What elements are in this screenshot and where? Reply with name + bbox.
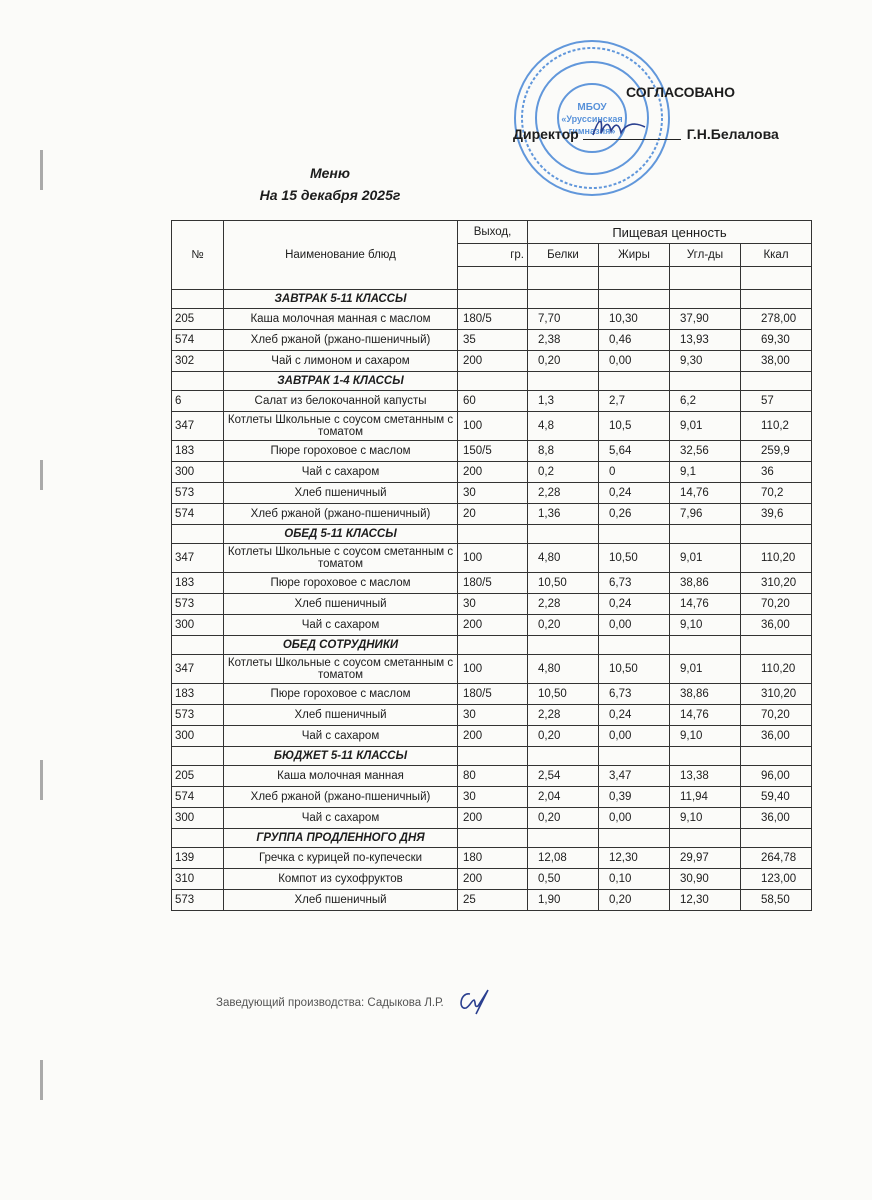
- dish-number: 205: [172, 766, 224, 787]
- footer: [216, 988, 490, 1018]
- dish-protein: 2,54: [528, 766, 599, 787]
- section-title: ОБЕД 5-11 КЛАССЫ: [224, 525, 458, 544]
- dish-kcal: 310,20: [741, 573, 812, 594]
- dish-protein: 0,2: [528, 462, 599, 483]
- dish-kcal: 264,78: [741, 848, 812, 869]
- dish-carbs: 7,96: [670, 504, 741, 525]
- dish-number: 574: [172, 504, 224, 525]
- dish-fat: 0,00: [599, 351, 670, 372]
- dish-kcal: 36: [741, 462, 812, 483]
- dish-number: 347: [172, 412, 224, 441]
- dish-number: 573: [172, 483, 224, 504]
- dish-kcal: 36,00: [741, 726, 812, 747]
- section-title: ЗАВТРАК 1-4 КЛАССЫ: [224, 372, 458, 391]
- dish-fat: 3,47: [599, 766, 670, 787]
- dish-kcal: 278,00: [741, 309, 812, 330]
- signature-field: [583, 125, 681, 140]
- header-kcal: Ккал: [741, 244, 812, 267]
- table-row: [172, 684, 812, 705]
- dish-protein: 0,50: [528, 869, 599, 890]
- dish-protein: 2,28: [528, 705, 599, 726]
- dish-protein: 10,50: [528, 573, 599, 594]
- director-signature-icon: [589, 115, 649, 141]
- header-carbs: Угл-ды: [670, 244, 741, 267]
- dish-fat: 0,24: [599, 483, 670, 504]
- dish-kcal: 70,20: [741, 705, 812, 726]
- dish-yield: 25: [458, 890, 528, 911]
- director-name: Г.Н.Белалова: [686, 126, 779, 142]
- dish-fat: 6,73: [599, 573, 670, 594]
- dish-kcal: 110,20: [741, 544, 812, 573]
- dish-fat: 10,50: [599, 655, 670, 684]
- table-row: [172, 544, 812, 573]
- svg-text:«Уруссинская: «Уруссинская: [561, 114, 623, 124]
- menu-date: На 15 декабря 2025г: [259, 187, 401, 203]
- dish-yield: 30: [458, 787, 528, 808]
- table-row: [172, 441, 812, 462]
- dish-number: 205: [172, 309, 224, 330]
- dish-carbs: 32,56: [670, 441, 741, 462]
- dish-yield: 80: [458, 766, 528, 787]
- dish-protein: 2,04: [528, 787, 599, 808]
- dish-carbs: 13,93: [670, 330, 741, 351]
- table-row: [172, 412, 812, 441]
- dish-carbs: 14,76: [670, 705, 741, 726]
- section-title: ОБЕД СОТРУДНИКИ: [224, 636, 458, 655]
- table-row: [172, 504, 812, 525]
- dish-name: Хлеб пшеничный: [224, 483, 458, 504]
- dish-number: 347: [172, 655, 224, 684]
- header-yield: Выход,: [458, 221, 528, 244]
- dish-yield: 180/5: [458, 684, 528, 705]
- dish-fat: 0,10: [599, 869, 670, 890]
- dish-yield: 20: [458, 504, 528, 525]
- dish-carbs: 11,94: [670, 787, 741, 808]
- dish-yield: 200: [458, 615, 528, 636]
- dish-carbs: 38,86: [670, 573, 741, 594]
- dish-yield: 200: [458, 869, 528, 890]
- dish-number: 302: [172, 351, 224, 372]
- table-row: [172, 351, 812, 372]
- dish-yield: 200: [458, 462, 528, 483]
- dish-carbs: 30,90: [670, 869, 741, 890]
- manager-signature-icon: [454, 988, 490, 1018]
- dish-carbs: 13,38: [670, 766, 741, 787]
- dish-carbs: 9,1: [670, 462, 741, 483]
- table-row: [172, 808, 812, 829]
- table-row: [172, 573, 812, 594]
- svg-text:гимназия»: гимназия»: [568, 126, 616, 136]
- dish-kcal: 96,00: [741, 766, 812, 787]
- menu-title: Меню: [309, 165, 350, 181]
- dish-protein: 1,3: [528, 391, 599, 412]
- dish-yield: 150/5: [458, 441, 528, 462]
- dish-fat: 0,00: [599, 808, 670, 829]
- table-body: [172, 290, 812, 911]
- dish-fat: 10,5: [599, 412, 670, 441]
- table-row: [172, 655, 812, 684]
- dish-number: 347: [172, 544, 224, 573]
- dish-yield: 100: [458, 655, 528, 684]
- header-num: №: [172, 221, 224, 290]
- header-fat: Жиры: [599, 244, 670, 267]
- dish-protein: 4,80: [528, 655, 599, 684]
- dish-fat: 0,00: [599, 726, 670, 747]
- dish-protein: 2,28: [528, 594, 599, 615]
- dish-yield: 180/5: [458, 309, 528, 330]
- dish-kcal: 57: [741, 391, 812, 412]
- dish-protein: 10,50: [528, 684, 599, 705]
- dish-yield: 180/5: [458, 573, 528, 594]
- dish-number: 573: [172, 705, 224, 726]
- scan-mark: [40, 150, 43, 190]
- dish-fat: 0,24: [599, 705, 670, 726]
- table-row: [172, 391, 812, 412]
- dish-name: Пюре гороховое с маслом: [224, 573, 458, 594]
- dish-protein: 4,8: [528, 412, 599, 441]
- dish-name: Пюре гороховое с маслом: [224, 684, 458, 705]
- dish-fat: 12,30: [599, 848, 670, 869]
- section-title: БЮДЖЕТ 5-11 КЛАССЫ: [224, 747, 458, 766]
- dish-name: Гречка с курицей по-купечески: [224, 848, 458, 869]
- dish-fat: 0,26: [599, 504, 670, 525]
- dish-fat: 0,46: [599, 330, 670, 351]
- dish-name: Пюре гороховое с маслом: [224, 441, 458, 462]
- table-row: [172, 726, 812, 747]
- dish-name: Котлеты Школьные с соусом сметанным с томатом: [224, 544, 458, 573]
- dish-protein: 0,20: [528, 726, 599, 747]
- dish-fat: 6,73: [599, 684, 670, 705]
- scan-mark: [40, 1060, 43, 1100]
- dish-number: 574: [172, 330, 224, 351]
- dish-carbs: 9,01: [670, 655, 741, 684]
- dish-name: Чай с лимоном и сахаром: [224, 351, 458, 372]
- section-title: ГРУППА ПРОДЛЕННОГО ДНЯ: [224, 829, 458, 848]
- section-row: [172, 747, 812, 766]
- dish-fat: 10,30: [599, 309, 670, 330]
- dish-carbs: 9,01: [670, 412, 741, 441]
- dish-number: 6: [172, 391, 224, 412]
- dish-fat: 5,64: [599, 441, 670, 462]
- dish-carbs: 9,10: [670, 808, 741, 829]
- dish-kcal: 38,00: [741, 351, 812, 372]
- dish-yield: 60: [458, 391, 528, 412]
- dish-name: Каша молочная манная с маслом: [224, 309, 458, 330]
- dish-fat: 0,00: [599, 615, 670, 636]
- table-row: [172, 787, 812, 808]
- dish-protein: 2,28: [528, 483, 599, 504]
- dish-carbs: 9,30: [670, 351, 741, 372]
- dish-protein: 0,20: [528, 615, 599, 636]
- dish-carbs: 38,86: [670, 684, 741, 705]
- dish-kcal: 310,20: [741, 684, 812, 705]
- table-row: [172, 615, 812, 636]
- svg-text:МБОУ: МБОУ: [577, 102, 607, 113]
- dish-kcal: 36,00: [741, 808, 812, 829]
- table-row: [172, 462, 812, 483]
- section-row: [172, 636, 812, 655]
- dish-yield: 30: [458, 705, 528, 726]
- table-row: [172, 890, 812, 911]
- dish-name: Хлеб пшеничный: [224, 705, 458, 726]
- dish-number: 310: [172, 869, 224, 890]
- dish-carbs: 14,76: [670, 483, 741, 504]
- dish-number: 573: [172, 890, 224, 911]
- dish-fat: 0,20: [599, 890, 670, 911]
- dish-protein: 1,36: [528, 504, 599, 525]
- dish-yield: 35: [458, 330, 528, 351]
- dish-carbs: 6,2: [670, 391, 741, 412]
- dish-number: 183: [172, 573, 224, 594]
- table-row: [172, 766, 812, 787]
- dish-protein: 7,70: [528, 309, 599, 330]
- dish-yield: 100: [458, 544, 528, 573]
- dish-name: Хлеб ржаной (ржано-пшеничный): [224, 330, 458, 351]
- table-row: [172, 330, 812, 351]
- dish-name: Каша молочная манная: [224, 766, 458, 787]
- dish-fat: 0,39: [599, 787, 670, 808]
- dish-name: Хлеб ржаной (ржано-пшеничный): [224, 504, 458, 525]
- section-row: [172, 829, 812, 848]
- dish-name: Котлеты Школьные с соусом сметанным с томатом: [224, 655, 458, 684]
- director-signature-line: [513, 125, 779, 142]
- dish-fat: 10,50: [599, 544, 670, 573]
- dish-name: Чай с сахаром: [224, 462, 458, 483]
- dish-carbs: 9,10: [670, 726, 741, 747]
- dish-kcal: 123,00: [741, 869, 812, 890]
- section-title: ЗАВТРАК 5-11 КЛАССЫ: [224, 290, 458, 309]
- dish-kcal: 59,40: [741, 787, 812, 808]
- scan-mark: [40, 460, 43, 490]
- dish-protein: 8,8: [528, 441, 599, 462]
- dish-name: Чай с сахаром: [224, 615, 458, 636]
- dish-kcal: 36,00: [741, 615, 812, 636]
- dish-protein: 12,08: [528, 848, 599, 869]
- dish-kcal: 70,20: [741, 594, 812, 615]
- dish-number: 183: [172, 684, 224, 705]
- dish-kcal: 58,50: [741, 890, 812, 911]
- dish-name: Хлеб пшеничный: [224, 890, 458, 911]
- dish-name: Чай с сахаром: [224, 726, 458, 747]
- dish-number: 183: [172, 441, 224, 462]
- approval-title: СОГЛАСОВАНО: [626, 84, 735, 100]
- section-row: [172, 525, 812, 544]
- table-row: [172, 869, 812, 890]
- dish-carbs: 9,10: [670, 615, 741, 636]
- dish-name: Компот из сухофруктов: [224, 869, 458, 890]
- header-protein: Белки: [528, 244, 599, 267]
- table-row: [172, 483, 812, 504]
- dish-number: 300: [172, 615, 224, 636]
- dish-number: 573: [172, 594, 224, 615]
- dish-kcal: 69,30: [741, 330, 812, 351]
- dish-kcal: 39,6: [741, 504, 812, 525]
- dish-fat: 2,7: [599, 391, 670, 412]
- production-manager-signature: Заведующий производства: Садыкова Л.Р.: [216, 997, 444, 1009]
- dish-name: Хлеб пшеничный: [224, 594, 458, 615]
- dish-number: 139: [172, 848, 224, 869]
- table-row: [172, 705, 812, 726]
- header-nutrition: Пищевая ценность: [528, 221, 812, 244]
- dish-carbs: 12,30: [670, 890, 741, 911]
- dish-yield: 200: [458, 726, 528, 747]
- dish-protein: 1,90: [528, 890, 599, 911]
- dish-yield: 200: [458, 808, 528, 829]
- dish-name: Котлеты Школьные с соусом сметанным с томатом: [224, 412, 458, 441]
- dish-kcal: 110,2: [741, 412, 812, 441]
- dish-kcal: 259,9: [741, 441, 812, 462]
- dish-fat: 0: [599, 462, 670, 483]
- dish-carbs: 9,01: [670, 544, 741, 573]
- section-row: [172, 290, 812, 309]
- dish-yield: 30: [458, 594, 528, 615]
- director-label: Директор: [513, 126, 579, 142]
- header-dish: Наименование блюд: [224, 221, 458, 290]
- dish-yield: 180: [458, 848, 528, 869]
- dish-protein: 2,38: [528, 330, 599, 351]
- dish-name: Чай с сахаром: [224, 808, 458, 829]
- dish-carbs: 14,76: [670, 594, 741, 615]
- dish-yield: 200: [458, 351, 528, 372]
- header-unit: гр.: [458, 244, 528, 267]
- dish-number: 300: [172, 726, 224, 747]
- menu-title-block: [250, 162, 410, 206]
- dish-number: 300: [172, 808, 224, 829]
- dish-yield: 30: [458, 483, 528, 504]
- dish-fat: 0,24: [599, 594, 670, 615]
- dish-name: Хлеб ржаной (ржано-пшеничный): [224, 787, 458, 808]
- section-row: [172, 372, 812, 391]
- dish-carbs: 29,97: [670, 848, 741, 869]
- dish-number: 574: [172, 787, 224, 808]
- table-row: [172, 309, 812, 330]
- dish-carbs: 37,90: [670, 309, 741, 330]
- scan-mark: [40, 760, 43, 800]
- table-row: [172, 848, 812, 869]
- dish-yield: 100: [458, 412, 528, 441]
- dish-kcal: 70,2: [741, 483, 812, 504]
- dish-protein: 0,20: [528, 351, 599, 372]
- dish-protein: 4,80: [528, 544, 599, 573]
- dish-name: Салат из белокочанной капусты: [224, 391, 458, 412]
- dish-kcal: 110,20: [741, 655, 812, 684]
- dish-protein: 0,20: [528, 808, 599, 829]
- dish-number: 300: [172, 462, 224, 483]
- menu-table: [171, 220, 812, 911]
- table-header: [172, 221, 812, 290]
- table-row: [172, 594, 812, 615]
